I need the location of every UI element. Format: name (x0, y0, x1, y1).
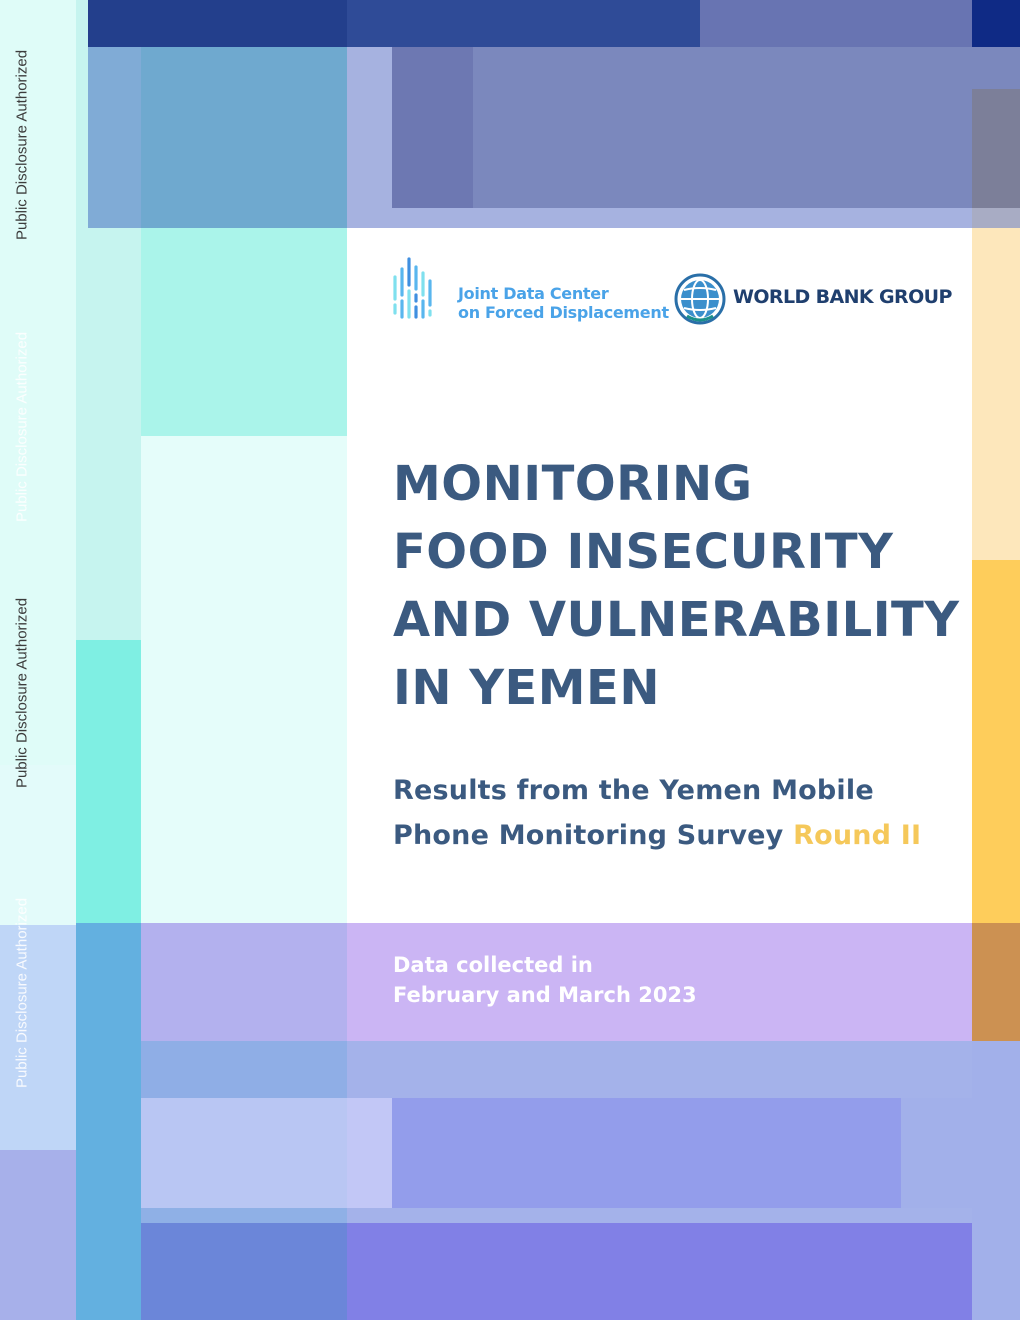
header-block-mid (392, 47, 972, 208)
report-title (393, 450, 963, 722)
jdc-logo-line1: Joint Data Center (458, 284, 609, 303)
right-strip-cream (972, 228, 1020, 560)
band-gap-left (141, 1208, 347, 1223)
band-blue (347, 1041, 972, 1098)
band-gap (347, 1208, 972, 1223)
header-topbar-mid (700, 0, 972, 47)
band-pale-mid (347, 1098, 392, 1208)
header-right-lightgray (972, 208, 1020, 228)
left-strip-bottom (0, 1150, 76, 1320)
band-bottom-left (141, 1223, 347, 1320)
band-bottom (347, 1223, 972, 1320)
header-right-navy (972, 0, 1020, 47)
subtitle-line-2-text: Phone Monitoring Survey (393, 820, 784, 851)
title-line-2: FOOD INSECURITY (393, 524, 894, 580)
watermark-4: Public Disclosure Authorized (13, 897, 31, 1089)
band-blue-right (901, 1098, 972, 1208)
band-blue-left (141, 1041, 347, 1098)
collected-line-2: February and March 2023 (393, 983, 697, 1007)
header-block-dark (392, 47, 473, 208)
bar-cluster-icon (392, 255, 444, 321)
title-line-1: MONITORING (393, 456, 753, 512)
watermark-2: Public Disclosure Authorized (13, 331, 31, 523)
right-strip-periwinkle (972, 1041, 1020, 1320)
data-collected-note (393, 950, 953, 1010)
watermark-1: Public Disclosure Authorized (13, 49, 31, 241)
globe-icon (673, 272, 727, 326)
left-strip-middle (0, 765, 76, 925)
subtitle-line-2 (393, 813, 963, 858)
header-right-gray (972, 89, 1020, 208)
collected-line-1: Data collected in (393, 953, 593, 977)
band-violet-block (392, 1098, 901, 1208)
world-bank-logo-text: WORLD BANK GROUP (733, 286, 952, 308)
header-band-steel-inner (141, 47, 347, 228)
left-strip-top (0, 0, 76, 765)
col3-pale (141, 436, 347, 923)
jdc-logo-text (458, 284, 669, 322)
report-subtitle (393, 768, 963, 858)
col2-blue (76, 923, 141, 1320)
title-line-4: IN YEMEN (393, 660, 661, 716)
header-topbar-dark-left (88, 0, 347, 47)
band-lavender-left (141, 923, 347, 1041)
watermark-3: Public Disclosure Authorized (13, 597, 31, 789)
left-strip-lower (0, 925, 76, 1150)
subtitle-round: Round II (793, 820, 922, 851)
header-right-steel (972, 47, 1020, 89)
subtitle-line-1: Results from the Yemen Mobile (393, 775, 874, 806)
right-strip-yellow (972, 560, 1020, 923)
title-line-3: AND VULNERABILITY (393, 592, 960, 648)
right-strip-ochre (972, 923, 1020, 1041)
jdc-logo-line2: on Forced Displacement (458, 303, 669, 322)
col2-aqua (76, 640, 141, 923)
